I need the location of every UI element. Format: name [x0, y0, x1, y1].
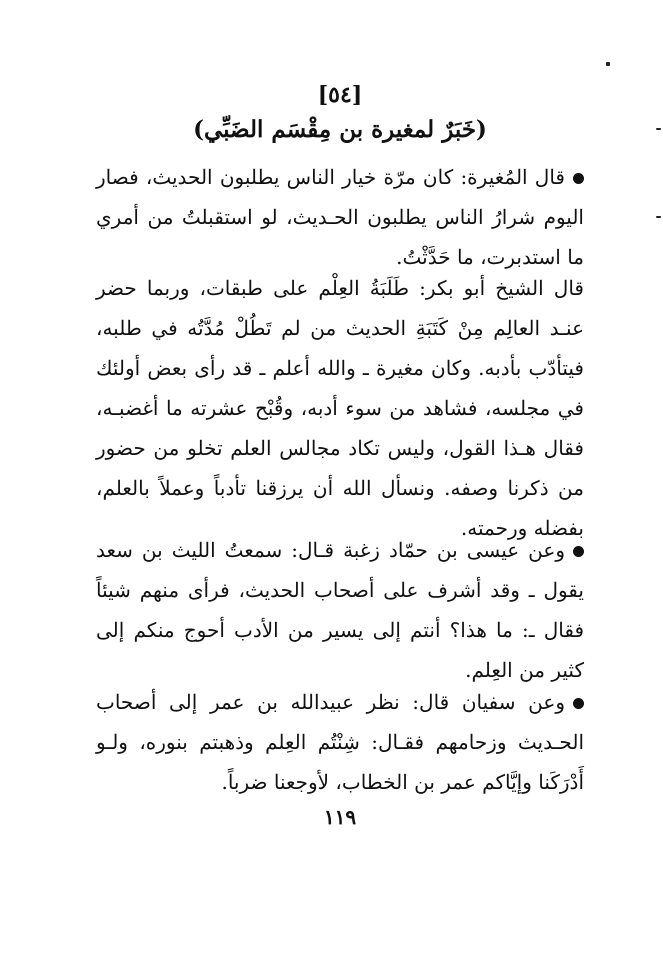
paragraph-text: وعن عيسى بن حمّاد زغبة قـال: سمعتُ الليث بن سعد يقول ـ وقد أشرف على أصحاب الحديث، فرأى منهم شيئاً فقال ـ: ما هذا؟ أنتم إلى يسير من الأدب أحوج منكم إلى كثير من العِلم.: [96, 538, 584, 682]
paragraph-text: وعن سفيان قال: نظر عبيدالله بن عمر إلى أصحاب الحـديث وزحامهم فقـال: شِنْتُم العِلم وذهبتم بنوره، ولـو أَدْرَكَنا وإيَّاكم عمر بن الخطاب، لأوجعنا ضرباً.: [96, 690, 584, 794]
paragraph-shaykh-commentary: [96, 268, 584, 548]
section-number: [٥٤]: [317, 82, 363, 108]
paragraph-text: قال الشيخ أبو بكر: طَلَبَةُ العِلْم على طبقات، وربما حضر عنـد العالِم مِنْ كَتَبَةِ الحديث من لم تَطُلْ مُدَّتُه في طلبه، فيتأدّب بأدبه. وكان مغيرة ـ والله أعلم ـ قد رأى بعض أولئك في مجلسه، فشاهد من سوء أدبه، وقُبْح عشرته ما أغضبـه، فقال هـذا القول، وليس تكاد مجالس العلم تخلو من حضور من ذكرنا وصفه. ونسأل الله أن يرزقنا تأدباً وعملاً بالعلم، بفضله ورحمته.: [96, 276, 584, 540]
bullet-icon: [573, 173, 584, 184]
section-title: (خَبَرٌ لمغيرة بن مِقْسَم الضَبِّي): [193, 116, 487, 143]
paragraph-sufyan-quote: [96, 682, 584, 802]
paragraph-layth-quote: [96, 530, 584, 690]
scan-speck: [606, 62, 610, 66]
scan-speck: [656, 128, 661, 130]
paragraph-mughira-quote: [96, 157, 584, 277]
paragraph-text: قال المُغيرة: كان مرّة خيار الناس يطلبون الحديث، فصار اليوم شرارُ الناس يطلبون الحـديث، لو استقبلتُ من أمري ما استدبرت، ما حَدَّثْتُ.: [96, 165, 584, 269]
page-number: ١١٩: [323, 805, 357, 829]
bullet-icon: [573, 698, 584, 709]
scan-speck: [656, 216, 661, 218]
bullet-icon: [573, 546, 584, 557]
